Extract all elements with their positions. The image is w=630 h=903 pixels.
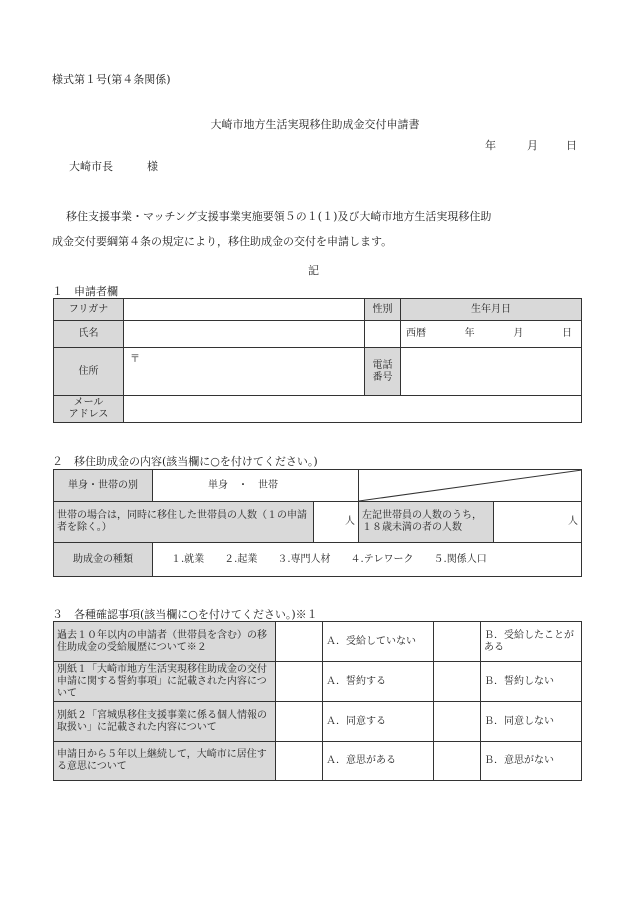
household-options[interactable]: 単身 ・ 世帯 [153, 470, 359, 502]
diagonal-line [359, 470, 582, 502]
household-count-field[interactable]: 人 [314, 502, 359, 543]
confirm-mark-a-1[interactable] [276, 622, 323, 662]
body-line-1: 移住支援事業・マッチング支援事業実施要領５の１(１)及び大崎市地方生活実現移住助 [66, 210, 492, 223]
phone-label: 電話 番号 [365, 348, 401, 396]
confirm-mark-b-2[interactable] [434, 662, 481, 702]
confirm-mark-b-3[interactable] [434, 702, 481, 742]
household-count-label: 世帯の場合は，同時に移住した世帯員の人数（１の申請者を除く。） [54, 502, 314, 543]
gender-field[interactable] [365, 321, 401, 348]
minor-count-field[interactable]: 人 [494, 502, 582, 543]
address-field[interactable] [124, 348, 365, 396]
addressee-name: 大崎市長 [69, 160, 113, 173]
confirm-option-b-1: Ｂ．受給したことがある [481, 622, 582, 662]
ki-label: 記 [308, 264, 319, 277]
subsidy-type-label: 助成金の種類 [54, 543, 153, 577]
subsidy-type-options[interactable]: １.就業 ２.起業 ３.専門人材 ４.テレワーク ５.関係人口 [153, 543, 582, 577]
applicant-table [53, 298, 582, 423]
confirm-mark-b-1[interactable] [434, 622, 481, 662]
table-row [54, 702, 582, 742]
page-title: 大崎市地方生活実現移住助成金交付申請書 [210, 118, 420, 131]
form-number: 様式第１号(第４条関係) [52, 73, 171, 86]
seireki-label: 西暦 [406, 328, 426, 339]
postal-mark: 〒 [130, 354, 140, 365]
household-label: 単身・世帯の別 [54, 470, 153, 502]
birth-day-label: 日 [561, 328, 572, 339]
confirm-label-4: 申請日から５年以上継続して，大崎市に居住する意思について [54, 742, 276, 781]
table-row [54, 662, 582, 702]
table-row [54, 622, 582, 662]
confirm-option-b-3: Ｂ．同意しない [481, 702, 582, 742]
furigana-label: フリガナ [54, 299, 124, 321]
birth-month-label: 月 [513, 328, 524, 339]
confirm-option-a-4: Ａ．意思がある [323, 742, 434, 781]
confirm-label-2: 別紙１「大崎市地方生活実現移住助成金の交付申請に関する誓約事項」に記載された内容について [54, 662, 276, 702]
table-row [54, 742, 582, 781]
address-label: 住所 [54, 348, 124, 396]
section3-heading: ３ 各種確認事項(該当欄に○を付けてください。)※１ [52, 608, 318, 621]
confirm-mark-a-4[interactable] [276, 742, 323, 781]
gender-label: 性別 [365, 299, 401, 321]
confirm-mark-a-2[interactable] [276, 662, 323, 702]
email-label: メール アドレス [54, 396, 124, 423]
date-month: 月 [527, 139, 538, 152]
confirm-option-a-1: Ａ．受給していない [323, 622, 434, 662]
subsidy-table [53, 469, 582, 577]
date-year: 年 [485, 139, 496, 152]
confirm-option-a-3: Ａ．同意する [323, 702, 434, 742]
birth-year-label: 年 [464, 328, 475, 339]
confirm-option-b-4: Ｂ．意思がない [481, 742, 582, 781]
confirm-label-3: 別紙２「宮城県移住支援事業に係る個人情報の取扱い」に記載された内容について [54, 702, 276, 742]
birthdate-field[interactable] [401, 321, 582, 348]
confirm-mark-b-4[interactable] [434, 742, 481, 781]
section2-heading: ２ 移住助成金の内容(該当欄に○を付けてください。) [52, 455, 318, 468]
addressee-honorific: 様 [147, 160, 158, 173]
furigana-field[interactable] [124, 299, 365, 321]
household-blank-cell [359, 470, 582, 502]
name-label: 氏名 [54, 321, 124, 348]
date-day: 日 [566, 139, 577, 152]
section1-heading: １ 申請者欄 [52, 285, 118, 298]
confirmation-table [53, 621, 582, 781]
name-field[interactable] [124, 321, 365, 348]
confirm-option-a-2: Ａ．誓約する [323, 662, 434, 702]
minor-count-label: 左記世帯員の人数のうち，１８歳未満の者の人数 [359, 502, 494, 543]
confirm-label-1: 過去１０年以内の申請者（世帯員を含む）の移住助成金の受給履歴について※２ [54, 622, 276, 662]
body-line-2: 成金交付要綱第４条の規定により，移住助成金の交付を申請します。 [52, 235, 393, 248]
email-field[interactable] [124, 396, 582, 423]
birthdate-label: 生年月日 [401, 299, 582, 321]
confirm-option-b-2: Ｂ．誓約しない [481, 662, 582, 702]
phone-field[interactable] [401, 348, 582, 396]
confirm-mark-a-3[interactable] [276, 702, 323, 742]
